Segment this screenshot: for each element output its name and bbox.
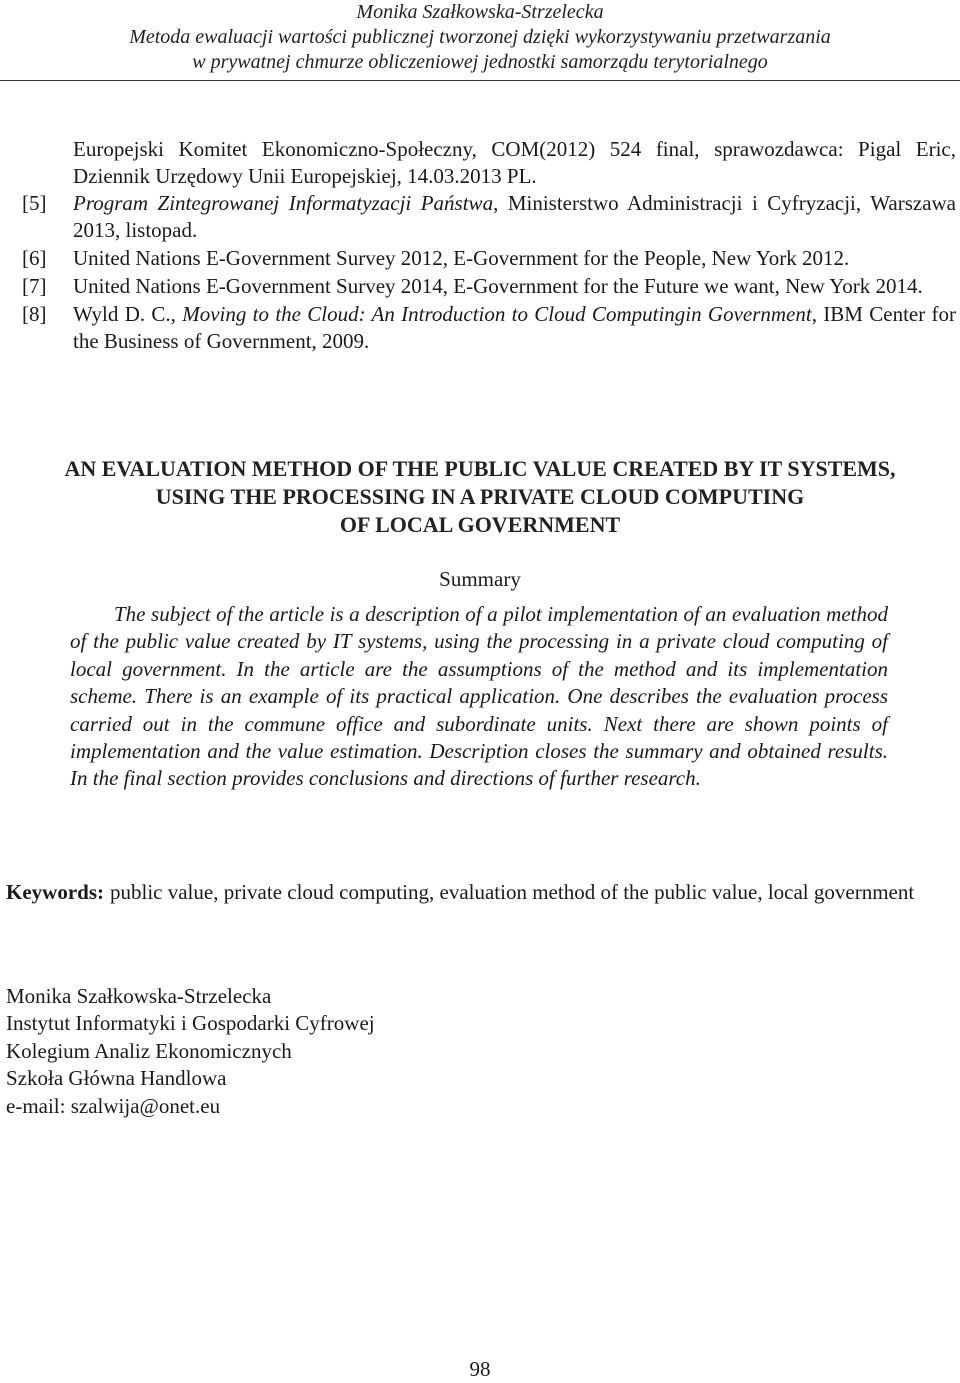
header-title-line2: w prywatnej chmurze obliczeniowej jednostki samorządu terytorialnego (192, 51, 768, 73)
reference-text: Wyld D. C., Moving to the Cloud: An Introduction to Cloud Computingin Government, IBM Center for the Business of Government, 2009. (73, 302, 957, 353)
title-line1: AN EVALUATION METHOD OF THE PUBLIC VALUE CREATED BY IT SYSTEMS, (64, 456, 896, 481)
reference-6 (22, 245, 956, 272)
author-name: Monika Szałkowska-Strzelecka (6, 984, 272, 1008)
author-school: Szkoła Główna Handlowa (6, 1066, 227, 1091)
reference-number: [7] (22, 274, 47, 298)
title-line2: USING THE PROCESSING IN A PRIVATE CLOUD COMPUTING (155, 484, 805, 509)
reference-details: , IBM Center for the Business of Government, 2009. (73, 302, 957, 353)
author-college: Kolegium Analiz Ekonomicznych (6, 1038, 292, 1063)
reference-4-continuation: Europejski Komitet Ekonomiczno-Społeczny, COM(2012) 524 final, sprawozdawca: Pigal Eric, Dziennik Urzędowy Unii Europejskiej, 14.03.2013 PL. (73, 137, 956, 188)
reference-text: United Nations E-Government Survey 2014, E-Government for the Future we want, New York 2014. (73, 274, 923, 298)
reference-number: [8] (22, 302, 47, 326)
keywords-label: Keywords: (6, 880, 104, 904)
reference-8 (22, 301, 956, 355)
references-list (22, 136, 956, 356)
header-title-line1: Metoda ewaluacji wartości publicznej tworzonej dzięki wykorzystywaniu przetwarzania (129, 26, 831, 48)
english-article-title (0, 455, 960, 539)
summary-heading: Summary (439, 567, 521, 591)
title-line3: OF LOCAL GOVERNMENT (339, 512, 621, 537)
header-author: Monika Szałkowska-Strzelecka (356, 1, 604, 23)
author-affiliation (6, 983, 375, 1120)
running-header (0, 0, 960, 75)
reference-details: , Ministerstwo Administracji i Cyfryzacji, Warszawa 2013, listopad. (73, 191, 956, 242)
keywords-section (6, 878, 956, 906)
reference-text: United Nations E-Government Survey 2012, E-Government for the People, New York 2012. (73, 246, 850, 270)
reference-number: [6] (22, 246, 47, 270)
page-number: 98 (469, 1357, 491, 1381)
reference-italic-title: Program Zintegrowanej Informatyzacji Państwa (73, 191, 494, 215)
reference-7 (22, 273, 956, 300)
reference-author: Wyld D. C. (73, 302, 171, 326)
reference-5 (22, 190, 956, 244)
keywords-text: public value, private cloud computing, evaluation method of the public value, local government (110, 880, 915, 904)
summary-text (70, 601, 888, 793)
reference-italic-title: Moving to the Cloud: An Introduction to Cloud Computingin Government (182, 302, 812, 326)
author-institute: Instytut Informatyki i Gospodarki Cyfrowej (6, 1011, 375, 1036)
author-email: e-mail: szalwija@onet.eu (6, 1093, 221, 1118)
reference-number: [5] (22, 191, 47, 215)
header-divider (0, 80, 960, 81)
reference-text (73, 190, 956, 244)
summary-paragraph: The subject of the article is a description of a pilot implementation of an evaluation method of the public value created by IT systems, using the processing in a private cloud computing of local government. In the article are the assumptions of the method and its implementation scheme. There is an example of its practical application. One describes the evaluation process carried out in the commune office and subordinate units. Next there are shown points of implementation and the value estimation. Description closes the summary and obtained results. In the final section provides conclusions and directions of further research. (70, 602, 888, 791)
